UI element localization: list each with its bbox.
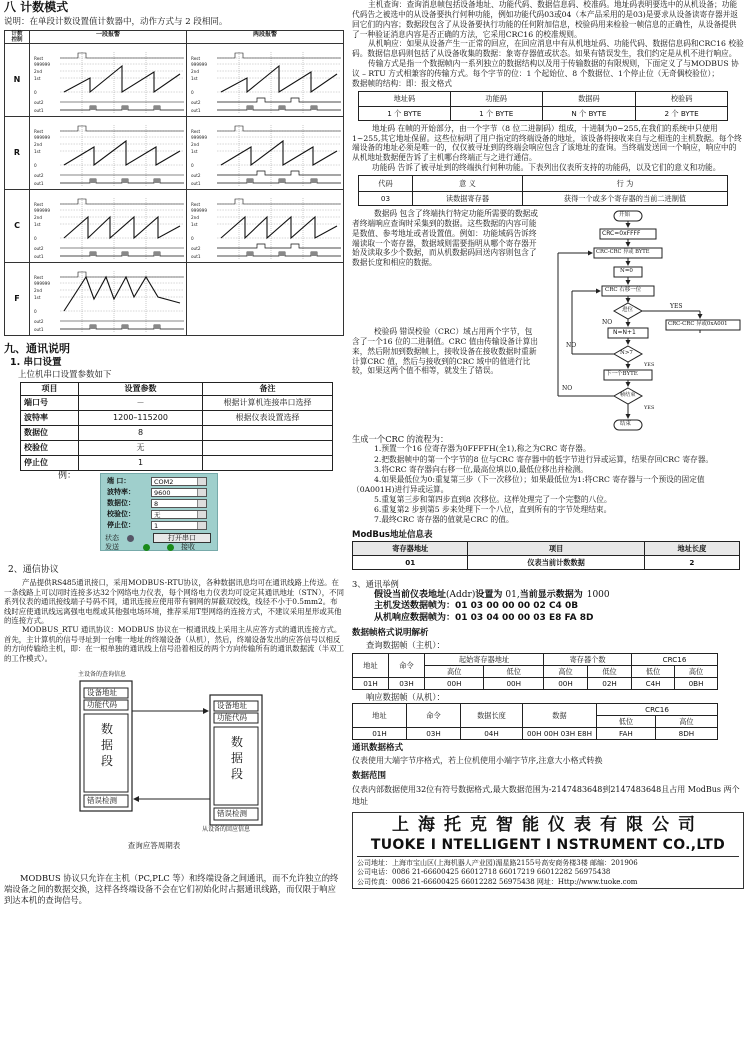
flow-end: 结束 — [620, 421, 632, 428]
left-column — [4, 0, 344, 906]
signal-label: 2nd — [34, 68, 42, 74]
baud-label: 波特率： — [107, 487, 135, 496]
flow-init: CRC=0xFFFF — [602, 230, 641, 238]
flow-xorpoly: CRC-CRC 异或0xA001 — [668, 321, 728, 328]
signal-label: 0 — [34, 162, 37, 168]
cell: 读数据寄存器 — [413, 192, 523, 206]
cell: 仪表当前计数数据 — [468, 556, 644, 570]
mode-header-two: 两段报警 — [187, 30, 344, 43]
company-name-en: TUOKE I NTELLIGENT I NSTRUMENT CO.,LTD — [357, 837, 739, 858]
timing-diagram-r2 — [187, 116, 344, 189]
protocol-text-2: MODBUS_RTU 通讯协议：MODBUS 协议在一根通讯线上采用主从应答方式的通讯连接方式。首先，主计算机的信号寻址到一台唯一地址的终端设备（从机），然后，终端设备发出的应答信号以相反的方向传输给主机，即：在一根单独的通讯线上信号沿着相反的两个方向传输所有的通讯数据流（半双工的工作模式）。 — [4, 625, 344, 663]
out1-pulse — [122, 106, 128, 110]
count-waveform — [221, 217, 337, 238]
crc-step: 4.如果最低位为0:重复第三步（下一次移位）；如果最低位为1:将CRC 寄存器与一个预设的固定值（0A001H)进行异或运算。 — [352, 474, 705, 495]
flow-yes-2: YES — [644, 362, 655, 369]
crc-steps — [352, 444, 744, 525]
example-line-2: 主机发送数据帧为：01 03 00 00 00 02 C4 0B — [374, 601, 579, 612]
out1-pulse — [247, 106, 253, 110]
signal-label: 999999 — [34, 134, 50, 140]
port-label: 端 口： — [107, 476, 131, 485]
cell: 地址 — [353, 704, 407, 728]
protocol-subtitle: 2、通信协议 — [8, 564, 59, 575]
query-frame-label: 查询数据帧（主机）： — [366, 640, 445, 651]
signal-label: out1 — [191, 253, 201, 259]
cell: 0BH — [675, 677, 718, 689]
signal-label: Rest — [34, 55, 44, 61]
out2-signal — [217, 98, 341, 102]
serial-port-panel — [100, 473, 218, 551]
signal-label: 1st — [191, 221, 198, 227]
signal-label: Rest — [191, 55, 201, 61]
protocol-text: 产品提供RS485通讯接口，采用MODBUS-RTU协议，各种数据讯息均可在通讯线路上传送。在一条线路上可以同时连接多达32个网络电力仪表，每个网络电力仪表均可设定其通讯地址（STN），不同系列仪表的通讯接线端子号码不同，通讯连接应使用带有铜网的屏蔽双绞线，线径不小于0.5mm2。布线时应使通讯线远离强电电缆或其他强电场环境，推荐采用T型网络的连接方式，不建议采用星形或其他的连接方式。 — [4, 578, 344, 625]
parity-row — [107, 510, 215, 520]
frame-format-table — [358, 91, 728, 121]
signal-label: 1st — [34, 75, 41, 81]
flow-done: 帧结束 — [620, 392, 636, 399]
out1-pulse — [247, 179, 253, 183]
signal-label: 1st — [34, 221, 41, 227]
master-crc-label: 错误检测 — [87, 796, 117, 806]
cell: CRC16 — [597, 704, 718, 716]
out1-pulse — [122, 252, 128, 256]
serial-col-param: 设置参数 — [79, 382, 203, 395]
out1-pulse — [122, 325, 128, 329]
cell: 高位 — [675, 665, 718, 677]
cell: 寄存器个数 — [544, 653, 632, 665]
out1-pulse — [154, 106, 160, 110]
timing-diagram-f2 — [187, 262, 344, 335]
cell: 1 — [79, 455, 203, 470]
modbus-address-table — [352, 541, 740, 570]
signal-label: 2nd — [34, 287, 42, 293]
data-format-title: 通讯数据格式 — [352, 743, 404, 754]
count-waveform — [64, 66, 180, 92]
cell: 根据仪表设置选择 — [203, 410, 333, 425]
response-frame-label: 响应数据帧（从机）： — [366, 691, 445, 702]
slave-response-text: 从机响应：如果从设备产生一正常的回应，在回应消息中有从机地址码、功能代码、数据信息码和CRC16 校验码。数据信息码则包括了从设备收集的数据：象寄存器值或状态。如果有错误发生，我们约定是从机不进行响应。 — [352, 39, 744, 59]
master-query-text: 主机查询：查询消息帧包括设备地址、功能代码、数据信息码、校准码。地址码表明要选中的从机设备；功能代码告之被选中的从设备要执行何种功能，例如功能代码03或04（本产品采用的是03)是要求从设备读寄存器并返回它们的内容；数据段包含了从设备要执行功能的任何附加信息，校验码用来检验一帧信息的正确性，从设备提供了一种验证消息内容是否正确的方法，它采用CRC16 的校准规则。 — [352, 0, 738, 39]
signal-label: 999999 — [191, 134, 207, 140]
checksum-text: 校验码 错误校验（CRC）域占用两个字节，包含了一个16 位的二进制值。CRC 值由传输设备计算出来，然后附加到数据帧上，接收设备在接收数据时重新计算CRC 值，然后与接收到的CRC 域中的值进行比较，如果这两个值不相等，就发生了错误。 — [352, 327, 538, 376]
cell: 8 — [79, 425, 203, 440]
serial-subtitle: 1. 串口设置 — [10, 357, 62, 369]
cell: 行 为 — [523, 176, 728, 192]
signal-label: out1 — [34, 107, 44, 113]
cell: 00H — [544, 677, 588, 689]
signal-label: out2 — [34, 318, 44, 324]
out1-pulse — [311, 252, 317, 256]
company-name-cn: 上海托克智能仪表有限公司 — [392, 815, 704, 836]
bottom-text: MODBUS 协议只允许在主机（PC,PLC 等）和终端设备之间通讯，而不允许独立的终端设备之间的数据交换，这样各终端设备不会在它们初始化时占据通讯线路，而仅限于响应到达本机的查询信号。 — [4, 872, 339, 906]
signal-label: out2 — [191, 172, 201, 178]
databits-row — [107, 499, 215, 509]
cell: 低位 — [484, 665, 544, 677]
timing-diagram-r1 — [30, 116, 187, 189]
signal-label: 1st — [191, 148, 198, 154]
signal-label: out1 — [34, 326, 44, 332]
diagram-caption: 查询应答周期表 — [127, 841, 181, 851]
out1-pulse — [311, 106, 317, 110]
out1-pulse — [90, 252, 96, 256]
stopbits-select[interactable]: 1 — [151, 521, 207, 530]
cell: 波特率 — [21, 410, 79, 425]
signal-label: out1 — [34, 180, 44, 186]
data-format-text: 仪表使用大端字节序格式，若上位机使用小端字节序,注意大小格式转换 — [352, 755, 603, 765]
signal-label: 999999 — [191, 207, 207, 213]
flow-start: 开始 — [619, 212, 631, 219]
flow-next: 下一个BYTE — [606, 371, 638, 378]
cell: 地址码 — [359, 91, 451, 106]
crc-step: 7.最终CRC 寄存器的值就是CRC 的值。 — [374, 515, 514, 525]
cell: 停止位 — [21, 455, 79, 470]
signal-label: 999999 — [34, 280, 50, 286]
mode-header-control: 计数 控制 — [5, 30, 30, 43]
cell: 数据位 — [21, 425, 79, 440]
cell: 代码 — [359, 176, 413, 192]
cell — [203, 440, 333, 455]
timing-diagram-n2 — [187, 43, 344, 116]
baud-row — [107, 488, 215, 498]
out1-pulse — [90, 325, 96, 329]
cell: 低位 — [632, 665, 675, 677]
mode-label-f: F — [5, 262, 30, 335]
flow-inc: N=N+1 — [613, 329, 636, 337]
master-data-label: 数据段 — [100, 722, 113, 769]
example-text: 设置为 — [475, 589, 503, 600]
status-indicator-icon — [127, 535, 134, 542]
timing-diagram-f1 — [30, 262, 187, 335]
cell: 01H — [353, 728, 407, 740]
cell: 02H — [588, 677, 632, 689]
signal-label: 2nd — [191, 68, 199, 74]
out2-signal — [217, 171, 341, 175]
mode-header-one: 一段报警 — [30, 30, 187, 43]
crc-step: 2.把数据帧中的第一个字节的8 位与CRC 寄存器中的低字节进行异或运算，结果存回CRC 寄存器。 — [374, 454, 714, 464]
signal-label: Rest — [34, 201, 44, 207]
signal-label: out1 — [34, 253, 44, 259]
flow-n0: N=0 — [620, 268, 633, 275]
flow-yes-3: YES — [644, 405, 655, 412]
cell: 寄存器地址 — [353, 542, 468, 556]
signal-label: Rest — [34, 128, 44, 134]
table-row — [21, 440, 333, 455]
out1-pulse — [247, 252, 253, 256]
timing-diagram-c1 — [30, 189, 187, 262]
data-range-text: 仪表内部数据使用32位有符号数据格式,最大数据范围为-2147483648到2147483648且占用 ModBus 两个地址 — [352, 785, 740, 807]
out1-pulse — [154, 179, 160, 183]
cell — [203, 425, 333, 440]
cell: 1 个 BYTE — [359, 106, 451, 120]
cell: 04H — [461, 728, 523, 740]
data-code-text: 数据码 包含了终端执行特定功能所需要的数据或者终端响应查询时采集到的数据。这些数据的内容可能是数值、参考地址或者设置值。例如：功能域码告诉终端读取一个寄存器，数据域则需要指明从哪个寄存器开始及读取多少个数据，而从机数据码回送内容则包含了数据长度和相应的数据。 — [352, 209, 538, 268]
crc-flowchart — [532, 209, 744, 433]
count-waveform — [64, 141, 180, 165]
cell: 数据长度 — [461, 704, 523, 728]
modbus-address-title: ModBus地址信息表 — [352, 529, 433, 540]
parity-label: 校验位： — [107, 509, 135, 518]
signal-label: 0 — [191, 89, 194, 95]
cell — [203, 455, 333, 470]
example-text: 1000 — [586, 589, 610, 600]
slave-addr-label: 设备地址 — [217, 701, 247, 711]
reset-pulse — [60, 126, 184, 131]
stopbits-row — [107, 521, 215, 531]
send-indicator-icon — [143, 544, 150, 551]
signal-label: 0 — [191, 162, 194, 168]
cell: 命令 — [389, 653, 425, 677]
cell: 00H 00H 03H E8H — [523, 728, 597, 740]
cell: 低位 — [597, 716, 656, 728]
reset-pulse — [60, 199, 184, 204]
right-column — [352, 0, 744, 889]
databits-label: 数据位： — [107, 498, 135, 507]
slave-func-label: 功能代码 — [217, 713, 247, 723]
cell: 1 个 BYTE — [450, 106, 542, 120]
flow-yes-1: YES — [670, 303, 683, 311]
baud-select[interactable]: 9600 — [151, 488, 207, 497]
section8-desc: 说明：在单段计数设置值计数器中，动作方式与 2 段相同。 — [4, 17, 228, 27]
data-range-title: 数据范围 — [352, 770, 387, 781]
signal-label: 2nd — [34, 214, 42, 220]
cell: 00H — [484, 677, 544, 689]
signal-label: out2 — [34, 99, 44, 105]
out1-pulse — [311, 179, 317, 183]
crc-step: 6.重复第2 步到第5 步来处理下一个八位，直到所有的字节处理结束。 — [374, 505, 612, 515]
example-text: 当前显示数据为 — [519, 589, 583, 600]
example-text: 假设当前仪表地址 — [374, 589, 447, 600]
function-code-table — [358, 175, 728, 206]
cell: 2 个 BYTE — [636, 106, 728, 120]
cell: 校验码 — [636, 91, 728, 106]
response-frame-table — [352, 703, 718, 740]
table-row — [21, 395, 333, 410]
signal-label: 999999 — [34, 207, 50, 213]
cell: 起始寄存器地址 — [425, 653, 544, 665]
transmission-text: 传输方式是指一个数据帧内一系列独立的数据结构以及用于传输数据的有限规则，下面定义了与MODBUS 协议 – RTU 方式相兼容的传输方式。每个字节的位：1 个起始位、8 个数据位、1个停止位（无奇偶校验位）； — [352, 59, 739, 79]
cell: 数据 — [523, 704, 597, 728]
serial-col-note: 备注 — [203, 382, 333, 395]
slave-data-label: 数据段 — [230, 735, 243, 782]
port-row — [107, 477, 215, 487]
cell: 高位 — [425, 665, 484, 677]
signal-label: 1st — [34, 294, 41, 300]
databits-select[interactable]: 8 — [151, 499, 207, 508]
cell: 03 — [359, 192, 413, 206]
signal-label: 0 — [34, 235, 37, 241]
flow-no-2: NO — [566, 342, 577, 350]
cell: 03H — [389, 677, 425, 689]
signal-label: 0 — [34, 308, 37, 314]
cell: 地址 — [353, 653, 389, 677]
cell: 01H — [353, 677, 389, 689]
cell: 获得一个或多个寄存器的当前二进制值 — [523, 192, 728, 206]
out1-pulse — [279, 106, 285, 110]
signal-label: out2 — [34, 245, 44, 251]
cell: 低位 — [588, 665, 632, 677]
example-line-3: 从机响应数据帧为：01 03 04 00 00 03 E8 FA 8D — [374, 613, 594, 623]
cell: 功能码 — [450, 91, 542, 106]
cell: － — [79, 395, 203, 410]
out1-pulse — [279, 179, 285, 183]
cell: 高位 — [544, 665, 588, 677]
function-code-text: 功能码 告诉了被寻址到的终端执行何种功能。下表列出仪表所支持的功能码，以及它们的意义和功能。 — [372, 163, 721, 173]
reset-pulse — [217, 53, 341, 58]
serial-desc: 上位机串口设置参数如下 — [18, 370, 112, 381]
company-block — [352, 812, 744, 889]
cell: 03H — [407, 728, 461, 740]
timing-diagram-n1 — [30, 43, 187, 116]
flow-no-1: NO — [602, 319, 613, 327]
out1-pulse — [122, 179, 128, 183]
cell: 数据码 — [542, 91, 636, 106]
cell: 端口号 — [21, 395, 79, 410]
recv-label: 接收 — [181, 542, 195, 551]
signal-label: 0 — [191, 235, 194, 241]
signal-label: 2nd — [34, 141, 42, 147]
reset-pulse — [60, 272, 184, 277]
section8-title: 八 计数模式 — [4, 0, 69, 14]
table-row — [21, 455, 333, 470]
crc-flow-title: 生成一个CRC 的流程为： — [352, 434, 449, 445]
recv-indicator-icon — [167, 544, 174, 551]
example-title: 3、通讯举例 — [352, 579, 399, 590]
signal-label: 1st — [191, 75, 198, 81]
cell: 2 — [644, 556, 739, 570]
count-waveform — [221, 141, 337, 165]
cell: 意 义 — [413, 176, 523, 192]
signal-label: out2 — [191, 245, 201, 251]
reset-pulse — [217, 199, 341, 204]
address-code-text: 地址码 在帧的开始部分，由一个字节（8 位二进制码）组成，十进制为0~255,在我们的系统中只使用1~255,其它地址保留。这些位标明了用户指定的终端设备的地址，该设备将接收来自与之相连的主机数据。每个终端设备的地址必须是唯一的，仅仅被寻址到的终端会响应包含了该地址的查询。当终端发送回一个响应，响应中的从机地址数据便告诉了主机哪台终端正与之进行通信。 — [352, 123, 742, 163]
reset-pulse — [217, 126, 341, 131]
cell: FAH — [597, 728, 656, 740]
signal-label: 999999 — [34, 61, 50, 67]
company-address: 公司地址：上海市宝山区(上海机器人产业园)湄星路2155号高安商务楼3楼 邮编：201906 — [357, 859, 638, 868]
cell: CRC16 — [632, 653, 718, 665]
frame-structure-label: 数据帧的结构：即：报文格式 — [352, 78, 452, 88]
master-query-caption: 主设备的查询信息 — [78, 671, 127, 679]
signal-label: Rest — [34, 274, 44, 280]
serial-col-item: 项目 — [21, 382, 79, 395]
company-phone: 公司电话：0086 21-66600425 66012718 66017219 66012282 56975438 — [357, 868, 611, 877]
signal-label: out2 — [34, 172, 44, 178]
cell: 00H — [425, 677, 484, 689]
crc-step: 1.预置一个16 位寄存器为0FFFFH(全1),称之为CRC 寄存器。 — [374, 444, 591, 454]
stopbits-label: 停止位： — [107, 520, 135, 529]
count-mode-table — [4, 30, 344, 336]
cell: 无 — [79, 440, 203, 455]
cell: 校验位 — [21, 440, 79, 455]
signal-label: out1 — [191, 180, 201, 186]
out1-pulse — [154, 325, 160, 329]
slave-response-caption: 从设备的回应信息 — [202, 826, 251, 834]
signal-label: Rest — [191, 201, 201, 207]
example-line-1 — [374, 590, 744, 602]
frame-parse-title: 数据帧格式说明解析 — [352, 627, 429, 638]
port-select[interactable]: COM2 — [151, 477, 207, 486]
example-label: 例： — [58, 470, 77, 481]
cell: 8DH — [655, 728, 717, 740]
signal-label: 999999 — [191, 61, 207, 67]
signal-label: 1st — [34, 148, 41, 154]
query-frame-table — [352, 653, 718, 690]
signal-label: 2nd — [191, 141, 199, 147]
flow-n7: N>7 — [620, 350, 633, 357]
count-waveform — [64, 277, 180, 311]
out1-pulse — [279, 252, 285, 256]
example-text: (Addr) — [446, 589, 476, 600]
count-waveform — [64, 217, 180, 238]
cell: 01 — [353, 556, 468, 570]
status-label: 状态 — [105, 533, 119, 542]
signal-label: Rest — [191, 128, 201, 134]
flow-carry: 进位 — [622, 307, 634, 314]
cell: C4H — [632, 677, 675, 689]
flow-xor: CRC-CRC 异或 BYTE — [596, 249, 650, 256]
signal-label: 2nd — [191, 214, 199, 220]
cell: 命令 — [407, 704, 461, 728]
out2-signal — [217, 244, 341, 248]
crc-step: 3.将CRC 寄存器向右移一位,最高位填以0,最低位移出并检测。 — [374, 464, 588, 474]
count-waveform — [221, 66, 337, 92]
out1-pulse — [154, 252, 160, 256]
cell: 地址长度 — [644, 542, 739, 556]
send-label: 发送 — [105, 542, 119, 551]
slave-crc-label: 错误检测 — [217, 809, 247, 819]
company-fax: 公司传真：0086 21-66600425 66012282 56975438 网址：Http://www.tuoke.com — [357, 877, 638, 886]
cell: 1200–115200 — [79, 410, 203, 425]
cell: 项目 — [468, 542, 644, 556]
flow-no-3: NO — [562, 385, 573, 393]
timing-diagram-c2 — [187, 189, 344, 262]
section9-title: 九、通讯说明 — [4, 341, 70, 355]
out1-pulse — [90, 179, 96, 183]
cell: 高位 — [655, 716, 717, 728]
signal-label: out1 — [191, 107, 201, 113]
mode-label-r: R — [5, 116, 30, 189]
table-row — [21, 425, 333, 440]
mode-label-n: N — [5, 43, 30, 116]
signal-label: out2 — [191, 99, 201, 105]
mode-label-c: C — [5, 189, 30, 262]
signal-label: 0 — [34, 89, 37, 95]
reset-pulse — [60, 53, 184, 58]
example-text: 01, — [505, 589, 520, 600]
master-addr-label: 设备地址 — [87, 688, 117, 698]
open-port-button[interactable]: 打开串口 — [153, 533, 211, 543]
parity-select[interactable]: 无 — [151, 510, 207, 519]
master-func-label: 功能代码 — [87, 700, 117, 710]
cell: 根据计算机连接串口选择 — [203, 395, 333, 410]
out1-pulse — [90, 106, 96, 110]
query-response-diagram — [4, 671, 344, 839]
crc-step: 5.重复第三步和第四步直到8 次移位。这样处理完了一个完整的八位。 — [374, 495, 612, 505]
flow-shift: CRC 右移一位 — [605, 287, 642, 294]
cell: N 个 BYTE — [542, 106, 636, 120]
serial-settings-table — [20, 382, 333, 471]
company-contact — [357, 859, 739, 887]
table-row — [21, 410, 333, 425]
